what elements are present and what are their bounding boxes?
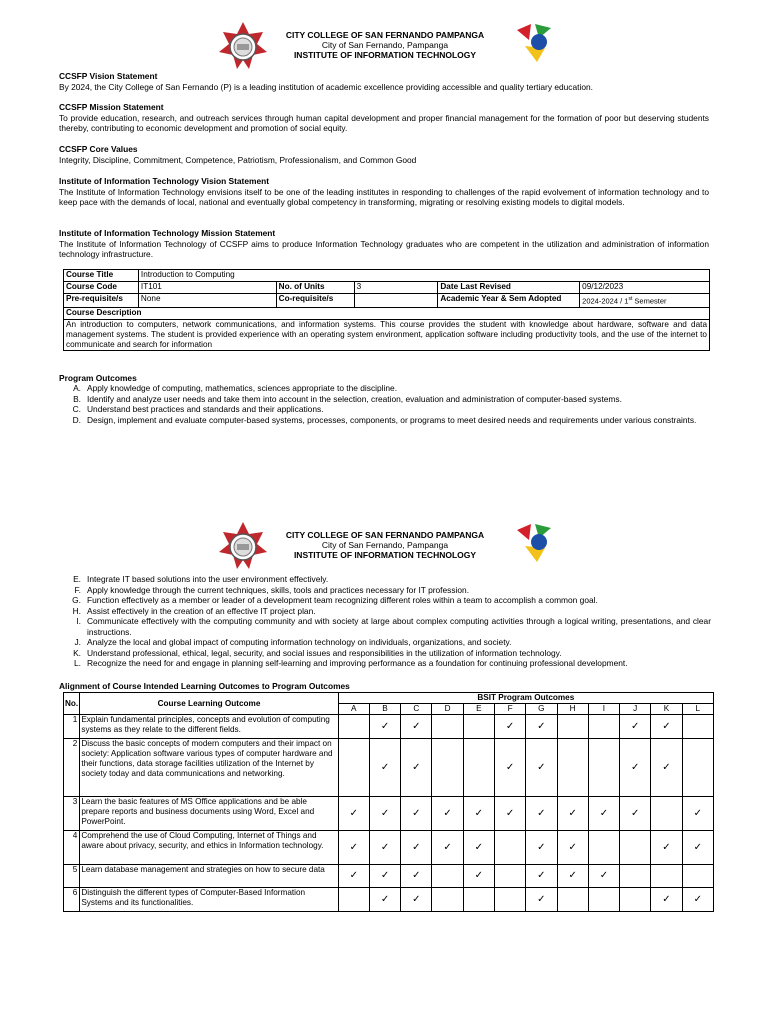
check-mark-icon: ✓	[630, 761, 640, 773]
outcome-letter: D.	[72, 414, 81, 425]
learning-outcome-text: Learn database management and strategies on how to secure data	[80, 865, 338, 888]
program-outcomes-list-1	[59, 383, 711, 425]
check-cell	[651, 865, 682, 888]
outcome-letter: H.	[72, 605, 81, 616]
outcome-letter: G.	[72, 595, 81, 605]
values-title: CCSFP Core Values	[59, 144, 138, 154]
row-number: 5	[64, 865, 80, 888]
check-cell	[338, 831, 369, 865]
check-cell	[620, 831, 651, 865]
alignment-row	[64, 865, 714, 888]
institute-logo-icon	[515, 22, 555, 62]
check-mark-icon: ✓	[537, 841, 546, 853]
check-cell	[463, 739, 494, 797]
check-mark-icon: ✓	[505, 807, 515, 819]
outcome-text: Communicate effectively with the computing community and with society at large about complex computing activities through a logical writing, presentations, and clear instructions.	[87, 616, 711, 637]
check-cell	[557, 865, 588, 888]
check-mark-icon: ✓	[537, 807, 546, 819]
check-cell	[557, 797, 588, 831]
learning-outcome-text: Explain fundamental principles, concepts and evolution of computing systems as they relate to the different fields.	[80, 715, 338, 739]
check-mark-icon: ✓	[380, 807, 390, 819]
alignment-title-wrap	[59, 681, 709, 692]
check-mark-icon: ✓	[412, 761, 421, 773]
check-cell	[494, 797, 525, 831]
check-cell	[620, 797, 651, 831]
coreq-label: Co-requisite/s	[276, 294, 354, 308]
program-outcome-item	[59, 383, 711, 394]
check-mark-icon: ✓	[568, 870, 577, 881]
check-mark-icon: ✓	[380, 893, 390, 905]
check-cell	[651, 715, 682, 739]
check-cell	[588, 797, 619, 831]
check-cell	[526, 888, 557, 912]
check-cell	[620, 865, 651, 888]
check-cell	[432, 831, 463, 865]
check-cell	[526, 831, 557, 865]
check-mark-icon: ✓	[474, 841, 484, 853]
check-cell	[588, 739, 619, 797]
desc-label: Course Description	[64, 307, 710, 319]
check-mark-icon: ✓	[693, 807, 702, 819]
check-mark-icon: ✓	[693, 841, 702, 853]
outcome-column-header: G	[526, 704, 557, 715]
check-mark-icon: ✓	[443, 841, 452, 853]
check-cell	[588, 715, 619, 739]
outcome-column-header: C	[401, 704, 432, 715]
iit-mission-text: The Institute of Information Technology of CCSFP aims to produce Information Technology graduates who are competent in the utilization and administration of information technology infrastructure.	[59, 238, 709, 259]
outcome-letter: L.	[74, 658, 81, 668]
outcome-column-header: A	[338, 704, 369, 715]
check-cell	[651, 739, 682, 797]
check-mark-icon: ✓	[412, 893, 421, 905]
check-cell	[432, 797, 463, 831]
check-cell	[494, 715, 525, 739]
check-cell	[463, 888, 494, 912]
outcome-letter: B.	[73, 393, 81, 404]
alignment-row	[64, 831, 714, 865]
alignment-row	[64, 715, 714, 739]
check-mark-icon: ✓	[662, 841, 671, 853]
course-info-table	[63, 269, 710, 351]
check-cell	[682, 739, 713, 797]
check-cell	[432, 715, 463, 739]
check-cell	[463, 715, 494, 739]
learning-outcome-text: Discuss the basic concepts of modern computers and their impact on society: Application software various types of computer hardware and their functions, data storage facilities utilization of the Internet by society today and data communications and networking.	[80, 739, 338, 797]
row-number: 3	[64, 797, 80, 831]
check-cell	[463, 831, 494, 865]
bsit-header: BSIT Program Outcomes	[338, 693, 713, 704]
vision-title: CCSFP Vision Statement	[59, 71, 158, 81]
check-mark-icon: ✓	[349, 841, 358, 853]
alignment-row	[64, 797, 714, 831]
check-cell	[401, 831, 432, 865]
check-cell	[338, 739, 369, 797]
check-cell	[401, 739, 432, 797]
outcome-letter: K.	[73, 647, 81, 658]
outcome-letter: A.	[73, 383, 81, 393]
check-mark-icon: ✓	[630, 720, 640, 732]
check-mark-icon: ✓	[412, 841, 421, 853]
outcome-text: Assist effectively in the creation of an effective IT project plan.	[87, 605, 316, 616]
program-outcome-item	[59, 415, 711, 426]
program-outcome-item	[59, 616, 711, 637]
check-cell	[682, 888, 713, 912]
check-cell	[588, 888, 619, 912]
outcome-column-header: F	[494, 704, 525, 715]
check-cell	[338, 888, 369, 912]
check-mark-icon: ✓	[599, 870, 609, 881]
check-cell	[494, 888, 525, 912]
check-mark-icon: ✓	[662, 893, 671, 905]
program-outcome-item	[59, 637, 711, 648]
check-cell	[432, 888, 463, 912]
outcome-letter: F.	[74, 584, 81, 595]
outcome-text: Understand best practices and standards and their applications.	[87, 404, 324, 414]
alignment-row	[64, 888, 714, 912]
check-cell	[682, 865, 713, 888]
check-cell	[651, 888, 682, 912]
check-cell	[401, 865, 432, 888]
row-number: 1	[64, 715, 80, 739]
iit-vision-title: Institute of Information Technology Vision Statement	[59, 176, 270, 186]
check-cell	[401, 715, 432, 739]
iit-vision-text: The Institute of Information Technology envisions itself to be one of the leading institutes in responding to challenges of the rapid evolvement of information technology and to keep pace with the demands of local, national and eventually global competency in transforming, migrating or resolving existing models to digital models.	[59, 186, 709, 207]
outcome-column-header: D	[432, 704, 463, 715]
college-name: CITY COLLEGE OF SAN FERNANDO PAMPANGA	[285, 30, 485, 40]
check-cell	[369, 739, 400, 797]
course-title-label: Course Title	[64, 270, 139, 282]
check-cell	[588, 865, 619, 888]
iit-vision-section	[59, 176, 709, 208]
check-cell	[620, 888, 651, 912]
check-cell	[338, 797, 369, 831]
outcome-column-header: L	[682, 704, 713, 715]
outcome-column-header: B	[369, 704, 400, 715]
outcome-column-header: J	[620, 704, 651, 715]
check-cell	[463, 865, 494, 888]
check-mark-icon: ✓	[505, 761, 515, 773]
no-header: No.	[64, 693, 80, 715]
alignment-title: Alignment of Course Intended Learning Outcomes to Program Outcomes	[59, 681, 350, 691]
check-mark-icon: ✓	[412, 720, 421, 732]
check-cell	[620, 739, 651, 797]
outcome-text: Design, implement and evaluate computer-based systems, processes, components, or programs to meet desired needs and requirements under various constraints.	[87, 414, 697, 425]
check-cell	[338, 865, 369, 888]
outcome-text: Recognize the need for and engage in planning self-learning and improving performance as a foundation for continuing professional development.	[87, 658, 628, 668]
check-cell	[338, 715, 369, 739]
check-cell	[557, 888, 588, 912]
check-mark-icon: ✓	[474, 870, 484, 881]
vision-text: By 2024, the City College of San Fernando (P) is a leading institution of academic excellence providing accessible and quality tertiary education.	[59, 81, 593, 92]
check-cell	[526, 797, 557, 831]
check-cell	[526, 739, 557, 797]
check-cell	[588, 831, 619, 865]
check-mark-icon: ✓	[443, 807, 452, 819]
desc-value: An introduction to computers, network communications, and information systems. This course provides the student with knowledge about hardware, software and data management systems. The student is provided experience with an operating system environment, application software including productivity tools, and the use of the internet to communicate and search for information	[64, 319, 710, 350]
check-mark-icon: ✓	[537, 761, 546, 773]
program-outcome-item	[59, 585, 711, 596]
check-mark-icon: ✓	[349, 870, 358, 881]
check-mark-icon: ✓	[568, 841, 577, 853]
college-name: CITY COLLEGE OF SAN FERNANDO PAMPANGA	[285, 530, 485, 540]
program-outcome-item	[59, 574, 711, 585]
check-cell	[369, 715, 400, 739]
outcome-letter: C.	[72, 404, 81, 414]
ccsfp-mission-section	[59, 102, 709, 134]
college-address: City of San Fernando, Pampanga	[321, 40, 449, 50]
check-cell	[557, 715, 588, 739]
check-cell	[494, 831, 525, 865]
iit-mission-section	[59, 228, 709, 260]
clo-header: Course Learning Outcome	[80, 693, 338, 715]
check-mark-icon: ✓	[380, 841, 390, 853]
coreq-value	[354, 294, 438, 308]
check-mark-icon: ✓	[662, 720, 671, 732]
row-number: 4	[64, 831, 80, 865]
outcome-text: Integrate IT based solutions into the user environment effectively.	[87, 574, 329, 584]
check-cell	[401, 888, 432, 912]
program-outcomes-title-wrap	[59, 373, 709, 384]
course-code-label: Course Code	[64, 282, 139, 294]
program-outcomes-title: Program Outcomes	[59, 373, 137, 383]
check-cell	[620, 715, 651, 739]
check-cell	[526, 715, 557, 739]
outcome-column-header: E	[463, 704, 494, 715]
check-cell	[651, 797, 682, 831]
learning-outcome-text: Distinguish the different types of Computer-Based Information Systems and its functionalities.	[80, 888, 338, 912]
program-outcome-item	[59, 606, 711, 617]
values-text: Integrity, Discipline, Commitment, Competence, Patriotism, Professionalism, and Common Good	[59, 154, 417, 165]
ay-label: Academic Year & Sem Adopted	[438, 294, 580, 308]
check-mark-icon: ✓	[505, 720, 515, 732]
check-cell	[651, 831, 682, 865]
learning-outcome-text: Learn the basic features of MS Office applications and be able prepare reports and business documents using Word, Excel and PowerPoint.	[80, 797, 338, 831]
college-address: City of San Fernando, Pampanga	[321, 540, 449, 550]
page-header-1	[0, 22, 768, 72]
check-mark-icon: ✓	[537, 870, 546, 881]
units-label: No. of Units	[276, 282, 354, 294]
check-mark-icon: ✓	[412, 807, 421, 819]
row-number: 2	[64, 739, 80, 797]
check-mark-icon: ✓	[349, 807, 358, 819]
check-mark-icon: ✓	[412, 870, 421, 881]
check-mark-icon: ✓	[662, 761, 671, 773]
institute-name: INSTITUTE OF INFORMATION TECHNOLOGY	[293, 550, 477, 560]
check-cell	[557, 739, 588, 797]
outcome-text: Function effectively as a member or leader of a development team recognizing different roles within a team to accomplish a common goal.	[87, 595, 598, 605]
check-cell	[463, 797, 494, 831]
outcome-letter: E.	[73, 574, 81, 584]
outcome-text: Understand professional, ethical, legal, security, and social issues and responsibilities in the utilization of information technology.	[87, 647, 562, 658]
learning-outcome-text: Comprehend the use of Cloud Computing, Internet of Things and aware about privacy, security, and ethics in Information technology.	[80, 831, 338, 865]
check-mark-icon: ✓	[537, 893, 546, 905]
check-mark-icon: ✓	[380, 761, 390, 773]
outcome-text: Analyze the local and global impact of computing information technology on individuals, organizations, and society.	[87, 637, 512, 647]
check-cell	[682, 797, 713, 831]
check-mark-icon: ✓	[537, 720, 546, 732]
outcome-text: Apply knowledge of computing, mathematics, sciences appropriate to the discipline.	[87, 383, 398, 393]
check-cell	[557, 831, 588, 865]
course-title-value: Introduction to Computing	[138, 270, 709, 282]
program-outcome-item	[59, 648, 711, 659]
outcome-column-header: H	[557, 704, 588, 715]
program-outcome-item	[59, 658, 711, 669]
prereq-label: Pre-requisite/s	[64, 294, 139, 308]
revised-value: 09/12/2023	[580, 282, 710, 294]
alignment-row	[64, 739, 714, 797]
institute-name: INSTITUTE OF INFORMATION TECHNOLOGY	[293, 50, 477, 60]
row-number: 6	[64, 888, 80, 912]
page-header-2	[0, 522, 768, 572]
ccsfp-values-section	[59, 144, 709, 165]
revised-label: Date Last Revised	[438, 282, 580, 294]
check-mark-icon: ✓	[693, 893, 702, 905]
check-cell	[432, 739, 463, 797]
outcome-column-header: I	[588, 704, 619, 715]
check-mark-icon: ✓	[474, 807, 484, 819]
check-cell	[401, 797, 432, 831]
program-outcome-item	[59, 394, 711, 405]
check-cell	[682, 715, 713, 739]
check-cell	[369, 865, 400, 888]
ay-value: 2024-2024 / 1st Semester	[580, 294, 710, 308]
program-outcome-item	[59, 595, 711, 606]
check-cell	[526, 865, 557, 888]
check-mark-icon: ✓	[568, 807, 577, 819]
iit-mission-title: Institute of Information Technology Mission Statement	[59, 228, 276, 238]
check-mark-icon: ✓	[630, 807, 640, 819]
check-cell	[494, 739, 525, 797]
program-outcome-item	[59, 404, 711, 415]
outcome-letter: I.	[76, 616, 81, 626]
check-cell	[494, 865, 525, 888]
outcome-text: Apply knowledge through the current techniques, skills, tools and practices necessary for IT profession.	[87, 584, 470, 595]
alignment-table	[63, 692, 714, 912]
prereq-value: None	[138, 294, 276, 308]
course-code-value: IT101	[138, 282, 276, 294]
check-cell	[369, 831, 400, 865]
mission-title: CCSFP Mission Statement	[59, 102, 164, 112]
check-cell	[432, 865, 463, 888]
program-outcomes-list-2	[59, 574, 711, 669]
check-mark-icon: ✓	[380, 870, 390, 881]
mission-text: To provide education, research, and outreach services through human capital development and proper financial management for the formation of poor but deserving students thereby, contributing to economic development and promotion of social equity.	[59, 112, 709, 133]
check-cell	[682, 831, 713, 865]
outcome-text: Identify and analyze user needs and take them into account in the selection, creation, evaluation and administration of computer-based systems.	[87, 393, 622, 404]
check-mark-icon: ✓	[599, 807, 609, 819]
institute-logo-icon	[515, 522, 555, 562]
check-cell	[369, 888, 400, 912]
outcome-column-header: K	[651, 704, 682, 715]
ccsfp-vision-section	[59, 71, 709, 92]
check-mark-icon: ✓	[380, 720, 390, 732]
units-value: 3	[354, 282, 438, 294]
outcome-letter: J.	[74, 637, 81, 647]
check-cell	[369, 797, 400, 831]
